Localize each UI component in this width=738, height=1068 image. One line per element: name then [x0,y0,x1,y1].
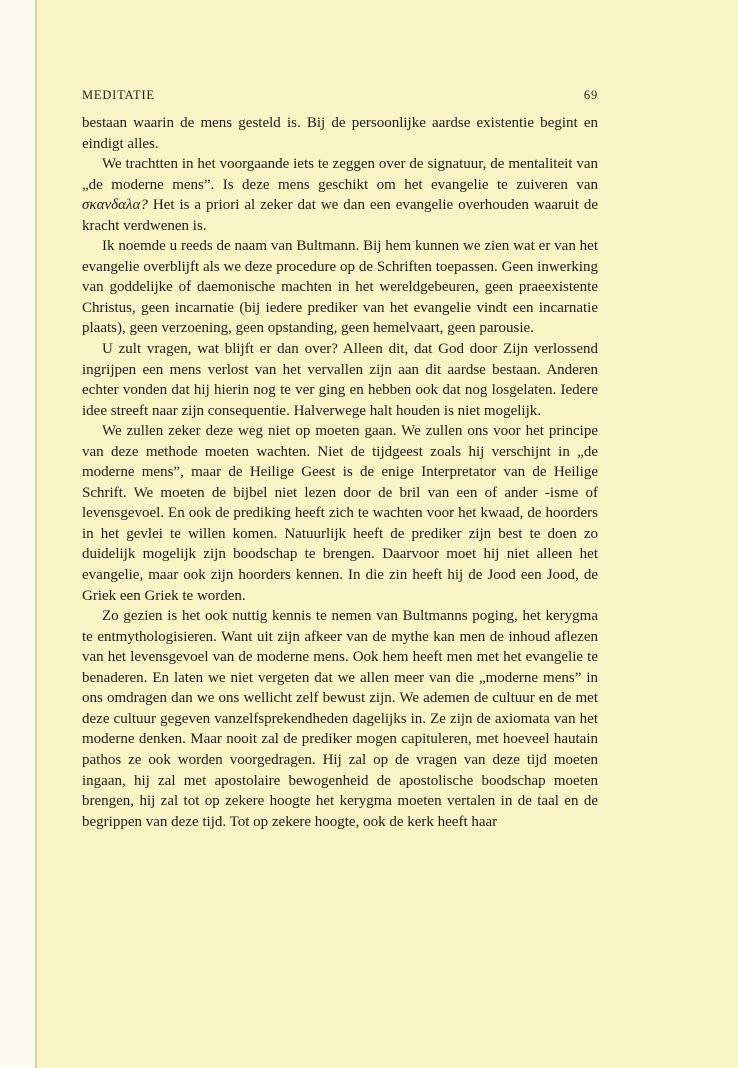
paragraph-5-text: We zullen zeker deze weg niet op moeten gaan. We zullen ons voor het principe van deze methode moeten wachten. Niet de tijdgeest zoals hij verschijnt in „de moderne mens”, maar de Heilige Geest is de enige Interpretator van de Heilige Schrift. We moeten de bijbel niet lezen door de bril van een of ander -isme of levensgevoel. En ook de prediking heeft zich te wachten voor het kwaad, de hoorders in het gevlei te willen komen. Natuurlijk heeft de prediker zijn best te doen zo duidelijk mogelijk zijn boodschap te brengen. Daarvoor moet hij niet alleen het evangelie, maar ook zijn hoorders kennen. In die zin heeft hij de Jood een Jood, de Griek een Griek te worden. [82,423,598,604]
paragraph-4 [82,339,598,421]
page-edge-shadow [35,0,37,1068]
running-header [82,88,598,104]
paragraph-5 [82,421,598,606]
greek-word: σκανδαλα? [82,197,148,214]
paragraph-1 [82,113,598,154]
paragraph-1-text: bestaan waarin de mens gesteld is. Bij de persoonlijke aardse existentie begint en eindigt alles. [82,115,598,152]
paragraph-6 [82,606,598,832]
paragraph-4-text: U zult vragen, wat blijft er dan over? Alleen dit, dat God door Zijn verlossend ingrijpen een mens verlost van het vervallen zijn aan dit aardse bestaan. Anderen echter vonden dat hij hierin nog te ver ging en hebben ook dat nog losgelaten. Iedere idee streeft naar zijn consequentie. Halverwege halt houden is niet mogelijk. [82,341,598,419]
paragraph-2-text: We trachtten in het voorgaande iets te zeggen over de signatuur, de mentaliteit van „de moderne mens”. Is deze mens geschikt om het evangelie te zuiveren van [82,156,598,193]
paragraph-3-text: Ik noemde u reeds de naam van Bultmann. Bij hem kunnen we zien wat er van het evangelie overblijft als we deze procedure op de Schriften toepassen. Geen inwerking van goddelijke of daemonische machten in het wereldgebeuren, geen praeexistente Christus, geen incarnatie (bij iedere prediker van het evangelie vindt een incarnatie plaats), geen verzoening, geen opstanding, geen hemelvaart, geen parousie. [82,238,598,337]
paragraph-3 [82,236,598,339]
page-number: 69 [583,88,598,102]
paragraph-6-text: Zo gezien is het ook nuttig kennis te nemen van Bultmanns poging, het kerygma te entmythologisieren. Want uit zijn afkeer van de mythe kan men de inhoud aflezen van het levensgevoel van de moderne mens. Ook hem heeft men met het evangelie te benaderen. En laten we niet vergeten dat we allen meer van die „moderne mens” in ons omdragen dan we ons wellicht zelf bewust zijn. We ademen de cultuur en de met deze cultuur gegeven vanzelfsprekendheden dagelijks in. Ze zijn de axiomata van het moderne denken. Maar nooit zal de prediker mogen capituleren, met hoeveel hautain pathos ze ook worden voorgedragen. Hij zal op de vragen van deze tijd moeten ingaan, hij zal met apostolaire bewogenheid de apostolische boodschap moeten brengen, hij zal tot op zekere hoogte het kerygma moeten vertalen in de taal en de begrippen van deze tijd. Tot op zekere hoogte, ook de kerk heeft haar [82,608,598,830]
body-text [82,113,598,832]
chapter-title: MEDITATIE [82,88,155,102]
paragraph-2 [82,154,598,236]
paragraph-2-text-after: Het is a priori al zeker dat we dan een evangelie overhouden waaruit de kracht verdwenen is. [82,197,598,234]
